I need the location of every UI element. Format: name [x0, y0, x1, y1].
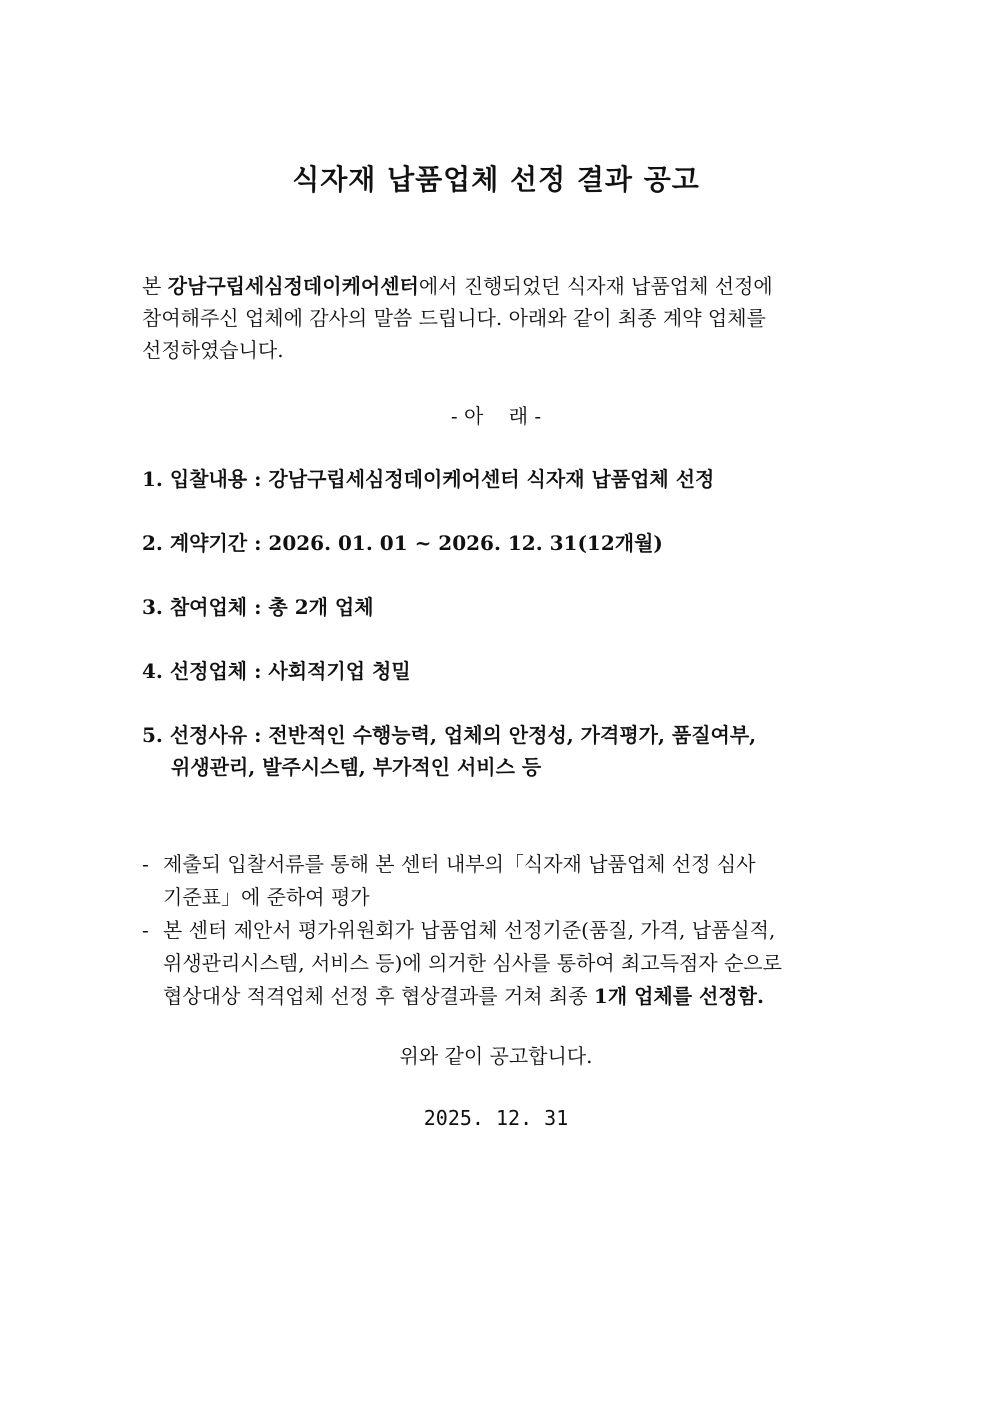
note-2-line-3	[163, 980, 842, 1013]
intro-paragraph	[142, 270, 822, 366]
item-selection-reason	[142, 719, 756, 783]
intro-line-1	[142, 270, 822, 302]
item-selected-vendor: 4. 선정업체 : 사회적기업 청밀	[142, 659, 411, 683]
item-selection-reason-line-2: 위생관리, 발주시스템, 부가적인 서비스 등	[171, 755, 542, 779]
intro-line-3: 선정하였습니다.	[142, 338, 284, 362]
item-bid-content: 1. 입찰내용 : 강남구립세심정데이케어센터 식자재 납품업체 선정	[142, 467, 715, 491]
center-name: 강남구립세심정데이케어센터	[167, 274, 419, 298]
announcement-date: 2025. 12. 31	[423, 1106, 569, 1130]
note-dash: -	[142, 918, 149, 942]
item-participants: 3. 참여업체 : 총 2개 업체	[142, 595, 374, 619]
notes-list	[142, 848, 842, 1013]
note-item	[142, 914, 842, 1013]
note-item	[142, 848, 842, 914]
item-contract-period: 2. 계약기간 : 2026. 01. 01 ~ 2026. 12. 31(12개월)	[142, 531, 663, 555]
item-selection-reason-line-1: 5. 선정사유 : 전반적인 수행능력, 업체의 안정성, 가격평가, 품질여부,	[142, 723, 757, 747]
note-1-line-1: 제출되 입찰서류를 통해 본 센터 내부의「식자재 납품업체 선정 심사	[163, 852, 756, 876]
note-2-line-3-bold: 1개 업체를 선정함.	[593, 984, 764, 1008]
below-heading: - 아 래 -	[450, 404, 542, 428]
closing-statement: 위와 같이 공고합니다.	[399, 1044, 593, 1068]
note-1-line-2: 기준표」에 준하여 평가	[163, 885, 370, 909]
intro-line-2: 참여해주신 업체에 감사의 말씀 드립니다. 아래와 같이 최종 계약 업체를	[142, 306, 766, 330]
intro-prefix: 본	[142, 274, 168, 298]
note-2-line-1: 본 센터 제안서 평가위원회가 납품업체 선정기준(품질, 가격, 납품실적,	[163, 918, 776, 942]
note-2-line-2: 위생관리시스템, 서비스 등)에 의거한 심사를 통하여 최고득점자 순으로	[163, 951, 782, 975]
note-dash: -	[142, 852, 149, 876]
document-title: 식자재 납품업체 선정 결과 공고	[292, 163, 700, 196]
note-2-line-3-normal: 협상대상 적격업체 선정 후 협상결과를 거쳐 최종	[163, 984, 594, 1008]
intro-line-1-rest: 에서 진행되었던 식자재 납품업체 선정에	[418, 274, 773, 298]
